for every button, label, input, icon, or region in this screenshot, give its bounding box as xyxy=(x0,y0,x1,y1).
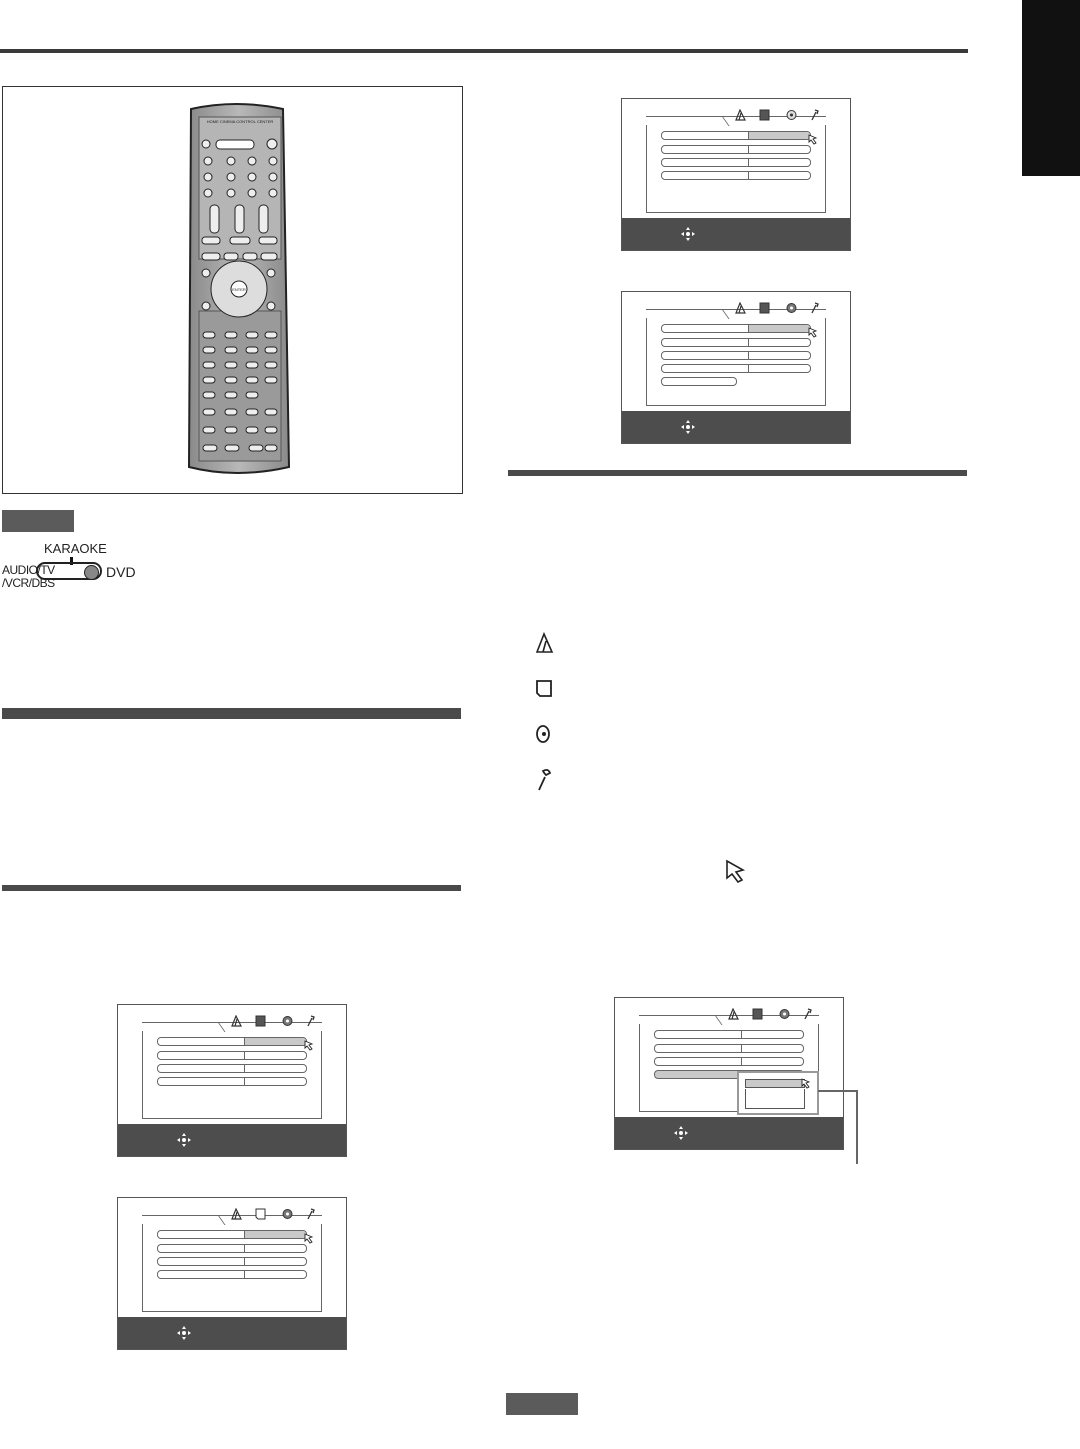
cursor-pointer-icon xyxy=(724,859,752,885)
menu-row[interactable] xyxy=(661,158,811,167)
menu-row[interactable] xyxy=(661,351,811,360)
picture-tab-icon xyxy=(735,109,746,121)
note-tab xyxy=(506,1393,578,1415)
osd-menu-screen xyxy=(614,997,844,1150)
cursor-pointer-icon xyxy=(801,1078,811,1089)
note-tab xyxy=(2,510,74,532)
display-menu-icon xyxy=(532,676,562,702)
section-header-bar xyxy=(2,708,461,719)
menu-row[interactable] xyxy=(661,324,811,333)
audio-disc-tab-icon xyxy=(282,1015,293,1027)
menu-row[interactable] xyxy=(157,1064,307,1073)
wrench-tab-icon xyxy=(305,1208,316,1220)
section-header-bar xyxy=(2,885,461,891)
audio-disc-tab-icon xyxy=(786,109,797,121)
cursor-keys-icon xyxy=(673,1125,689,1141)
picture-tab-icon xyxy=(231,1208,242,1220)
osd-guide-bar xyxy=(615,1117,843,1149)
osd-guide-bar xyxy=(622,218,850,250)
picture-tab-icon xyxy=(728,1008,739,1020)
audio-disc-tab-icon xyxy=(282,1208,293,1220)
osd-menu-screen xyxy=(117,1004,347,1157)
popup-option-list[interactable] xyxy=(745,1089,805,1109)
top-rule xyxy=(0,49,968,53)
menu-button-row[interactable] xyxy=(661,377,737,386)
audio-disc-tab-icon xyxy=(779,1008,790,1020)
cursor-pointer-icon xyxy=(304,1233,314,1244)
menu-row[interactable] xyxy=(157,1077,307,1086)
display-tab-icon xyxy=(255,1208,266,1220)
menu-row[interactable] xyxy=(157,1244,307,1253)
osd-guide-bar xyxy=(622,411,850,443)
slider-right-label: DVD xyxy=(106,564,136,580)
cursor-keys-icon xyxy=(176,1325,192,1341)
menu-row[interactable] xyxy=(661,338,811,347)
menu-row[interactable] xyxy=(157,1051,307,1060)
menu-row[interactable] xyxy=(654,1044,804,1053)
cursor-pointer-icon xyxy=(808,327,818,338)
cursor-pointer-icon xyxy=(304,1040,314,1051)
remote-control-figure xyxy=(2,86,463,494)
osd-guide-bar xyxy=(118,1317,346,1349)
menu-row[interactable] xyxy=(661,171,811,180)
osd-menu-screen xyxy=(621,291,851,444)
display-tab-icon xyxy=(759,109,770,121)
wrench-tab-icon xyxy=(305,1015,316,1027)
menu-row[interactable] xyxy=(661,364,811,373)
menu-row[interactable] xyxy=(661,131,811,140)
display-tab-icon xyxy=(752,1008,763,1020)
audio-disc-tab-icon xyxy=(786,302,797,314)
slider-mode-label: KARAOKE xyxy=(44,541,107,556)
popup-callout-line xyxy=(818,1090,858,1092)
system-setup-icon xyxy=(532,767,562,793)
audio-menu-icon xyxy=(532,721,562,747)
menu-row[interactable] xyxy=(654,1030,804,1039)
osd-menu-screen xyxy=(117,1197,347,1350)
picture-menu-icon xyxy=(532,630,562,656)
menu-panel xyxy=(646,318,826,406)
menu-row[interactable] xyxy=(661,145,811,154)
cursor-keys-icon xyxy=(176,1132,192,1148)
menu-row[interactable] xyxy=(157,1257,307,1266)
menu-panel xyxy=(142,1031,322,1119)
picture-tab-icon xyxy=(735,302,746,314)
enter-button-label: ENTER xyxy=(232,287,246,292)
cursor-keys-icon xyxy=(680,419,696,435)
menu-row[interactable] xyxy=(157,1037,307,1046)
remote-control-illustration xyxy=(3,87,464,495)
language-side-tab xyxy=(1022,0,1080,176)
osd-guide-bar xyxy=(118,1124,346,1156)
menu-row[interactable] xyxy=(157,1270,307,1279)
cursor-pointer-icon xyxy=(808,134,818,145)
section-header-bar xyxy=(508,470,967,476)
wrench-tab-icon xyxy=(809,302,820,314)
remote-header-text: HOME CINEMA CONTROL CENTER xyxy=(206,119,274,124)
slider-knob[interactable] xyxy=(84,565,99,580)
display-tab-icon xyxy=(255,1015,266,1027)
picture-tab-icon xyxy=(231,1015,242,1027)
menu-panel xyxy=(142,1224,322,1312)
display-tab-icon xyxy=(759,302,770,314)
cursor-keys-icon xyxy=(680,226,696,242)
osd-menu-screen xyxy=(621,98,851,251)
wrench-tab-icon xyxy=(802,1008,813,1020)
popup-callout-line xyxy=(856,1090,858,1164)
menu-row[interactable] xyxy=(654,1057,804,1066)
menu-panel xyxy=(646,125,826,213)
popup-option-selected[interactable] xyxy=(745,1079,805,1088)
menu-row[interactable] xyxy=(157,1230,307,1239)
wrench-tab-icon xyxy=(809,109,820,121)
slider-left-label: AUDIO/TV /VCR/DBS xyxy=(2,563,55,590)
